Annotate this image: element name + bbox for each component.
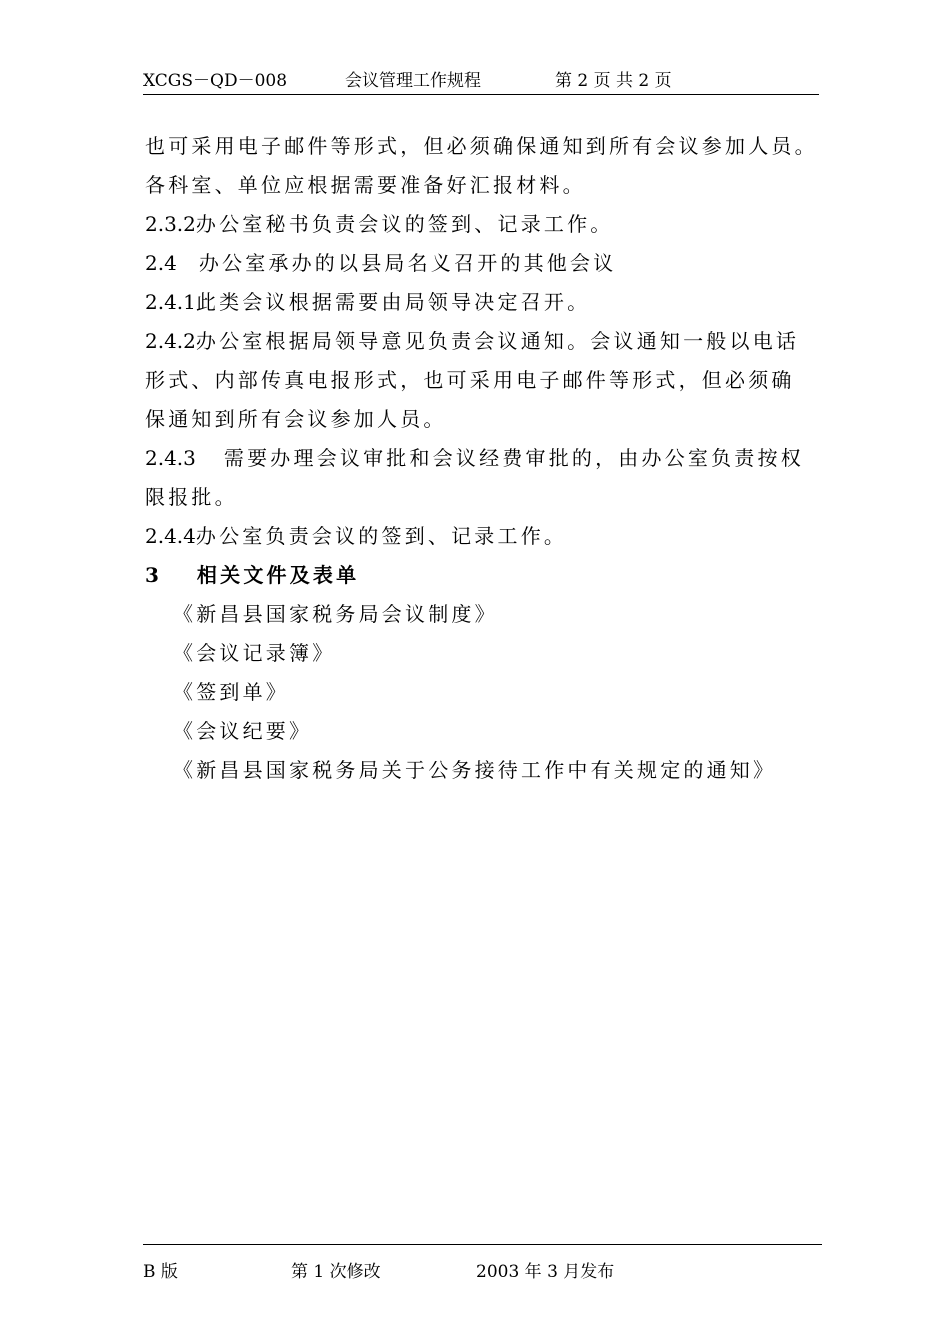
clause-2-4-4 (145, 517, 835, 556)
publish-date: 2003 年 3 月发布 (476, 1262, 615, 1282)
version-label: B 版 (143, 1262, 178, 1282)
revision-label: 第 1 次修改 (291, 1262, 381, 1282)
section-title: 相关文件及表单 (196, 563, 360, 587)
section-heading (145, 556, 835, 595)
related-file-item: 《新昌县国家税务局会议制度》 (173, 602, 498, 626)
document-code: XCGS－QD－008 (143, 71, 288, 91)
clause-number: 2.4 (145, 251, 177, 275)
clause-2-3-2 (145, 205, 835, 244)
clause-2-4-3 (145, 439, 835, 478)
related-file-item: 《会议纪要》 (173, 719, 313, 743)
paragraph-line: 也可采用电子邮件等形式，但必须确保通知到所有会议参加人员。 (145, 134, 818, 158)
section-number: 3 (145, 563, 159, 587)
clause-text: 办公室承办的以县局名义召开的其他会议 (198, 251, 617, 275)
document-body (145, 127, 835, 790)
clause-2-4-1 (145, 283, 835, 322)
clause-number: 2.4.1 (145, 290, 196, 314)
paragraph-line: 各科室、单位应根据需要准备好汇报材料。 (145, 173, 586, 197)
page-number: 第 2 页 共 2 页 (555, 71, 672, 91)
paragraph-line: 形式、内部传真电报形式，也可采用电子邮件等形式，但必须确 (145, 368, 795, 392)
clause-text: 办公室负责会议的签到、记录工作。 (195, 524, 568, 548)
clause-text: 办公室根据局领导意见负责会议通知。会议通知一般以电话 (195, 329, 800, 353)
clause-text: 需要办理会议审批和会议经费审批的，由办公室负责按权 (223, 446, 804, 470)
related-file-item: 《新昌县国家税务局关于公务接待工作中有关规定的通知》 (173, 758, 777, 782)
clause-text: 此类会议根据需要由局领导决定召开。 (195, 290, 591, 314)
paragraph-line: 保通知到所有会议参加人员。 (145, 407, 447, 431)
clause-number: 2.4.3 (145, 446, 196, 470)
clause-number: 2.4.4 (145, 524, 196, 548)
clause-2-4-2 (145, 322, 835, 361)
clause-text: 办公室秘书负责会议的签到、记录工作。 (195, 212, 614, 236)
page-footer (143, 1244, 822, 1282)
paragraph-line: 限报批。 (145, 485, 238, 509)
document-title: 会议管理工作规程 (345, 71, 481, 91)
clause-2-4 (145, 244, 835, 283)
related-file-item: 《签到单》 (173, 680, 289, 704)
clause-number: 2.4.2 (145, 329, 196, 353)
clause-number: 2.3.2 (145, 212, 196, 236)
page-header (143, 64, 819, 95)
related-file-item: 《会议记录簿》 (173, 641, 336, 665)
